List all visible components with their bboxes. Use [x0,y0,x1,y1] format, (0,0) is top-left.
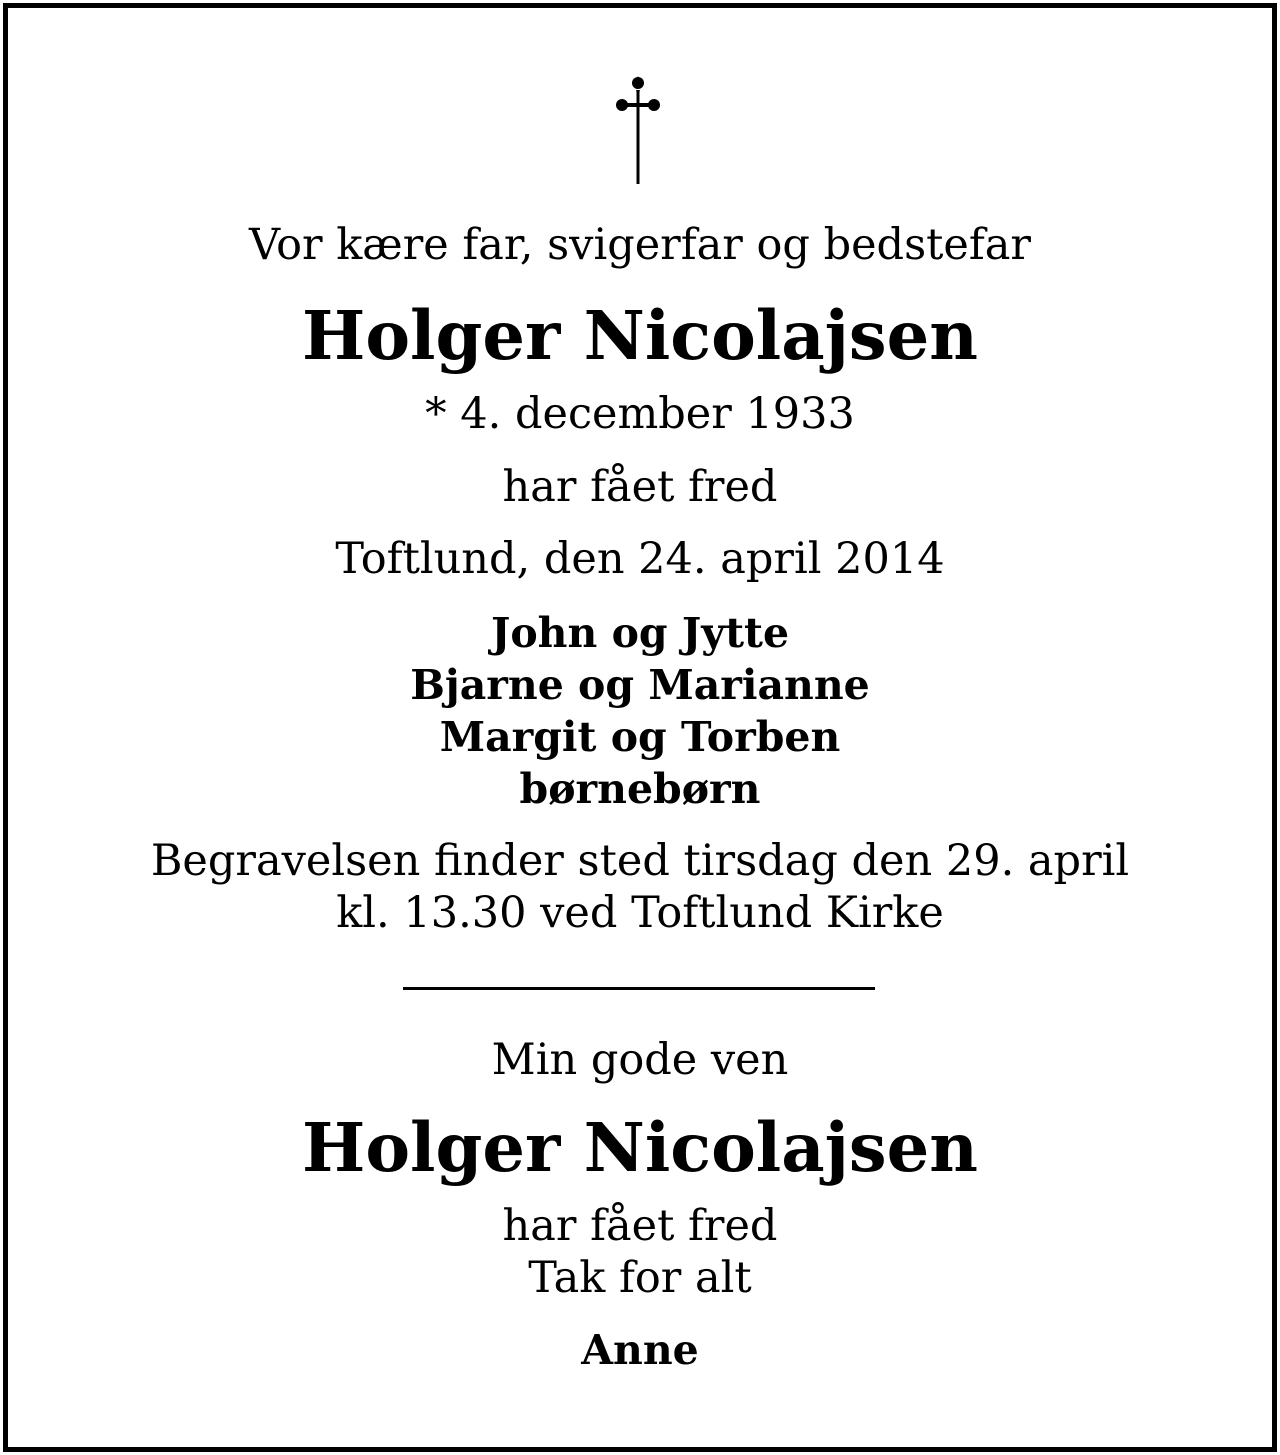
funeral-info-line: Begravelsen finder sted tirsdag den 29. april [150,836,1130,886]
notice2-intro: Min gode ven [491,1035,789,1085]
family-line: Bjarne og Marianne [410,661,870,709]
notice1-birth-date: * 4. december 1933 [425,389,855,439]
notice1-intro: Vor kære far, svigerfar og bedstefar [249,220,1031,270]
family-line: børnebørn [519,765,761,813]
notice1-peace-line: har fået fred [502,462,778,512]
family-line: John og Jytte [490,609,790,657]
family-line: Margit og Torben [439,713,841,761]
notice1-deceased-name: Holger Nicolajsen [302,296,978,375]
notice2-deceased-name: Holger Nicolajsen [302,1108,978,1187]
notice2-thanks: Tak for alt [528,1253,752,1303]
notice2-signature: Anne [581,1326,699,1374]
section-divider [403,987,875,990]
notice1-place-date: Toftlund, den 24. april 2014 [335,534,945,584]
funeral-info-line: kl. 13.30 ved Toftlund Kirke [336,888,944,938]
cross-icon [614,72,662,188]
notice2-peace-line: har fået fred [502,1201,778,1251]
